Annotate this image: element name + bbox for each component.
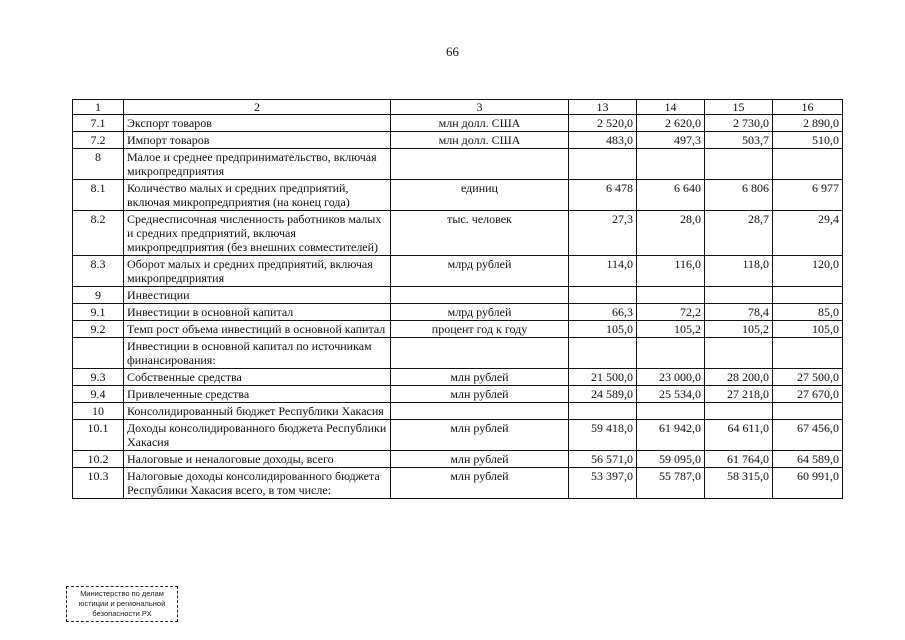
value-cell (569, 287, 637, 304)
value-cell: 6 640 (637, 180, 705, 211)
value-cell (569, 403, 637, 420)
row-number-cell: 7.2 (73, 132, 124, 149)
table-row (73, 287, 843, 304)
value-cell: 6 977 (773, 180, 843, 211)
table-row (73, 451, 843, 468)
indicator-name-cell: Доходы консолидированного бюджета Республики Хакасия (124, 420, 391, 451)
header-cell: 3 (391, 100, 569, 115)
value-cell: 64 611,0 (705, 420, 773, 451)
value-cell: 56 571,0 (569, 451, 637, 468)
value-cell: 118,0 (705, 256, 773, 287)
indicator-name-cell: Налоговые доходы консолидированного бюджета Республики Хакасия всего, в том числе: (124, 468, 391, 499)
value-cell (569, 338, 637, 369)
value-cell: 2 620,0 (637, 115, 705, 132)
value-cell: 105,2 (637, 321, 705, 338)
value-cell: 78,4 (705, 304, 773, 321)
stamp-line: безопасности РХ (92, 609, 152, 618)
table-row (73, 304, 843, 321)
unit-cell: тыс. человек (391, 211, 569, 256)
header-cell: 14 (637, 100, 705, 115)
value-cell (773, 403, 843, 420)
unit-cell: млн рублей (391, 468, 569, 499)
header-cell: 15 (705, 100, 773, 115)
value-cell: 72,2 (637, 304, 705, 321)
indicator-name-cell: Налоговые и неналоговые доходы, всего (124, 451, 391, 468)
indicator-name-cell: Инвестиции в основной капитал по источникам финансирования: (124, 338, 391, 369)
value-cell: 503,7 (705, 132, 773, 149)
page-number: 66 (446, 44, 459, 59)
table-row (73, 149, 843, 180)
table-row (73, 321, 843, 338)
value-cell: 27 500,0 (773, 369, 843, 386)
unit-cell: млн рублей (391, 451, 569, 468)
value-cell: 28 200,0 (705, 369, 773, 386)
value-cell: 60 991,0 (773, 468, 843, 499)
row-number-cell: 10.3 (73, 468, 124, 499)
table-row (73, 403, 843, 420)
indicator-name-cell: Импорт товаров (124, 132, 391, 149)
indicator-name-cell: Инвестиции в основной капитал (124, 304, 391, 321)
value-cell (637, 403, 705, 420)
value-cell (705, 149, 773, 180)
indicator-name-cell: Среднесписочная численность работников малых и средних предприятий, включая микропредприятия (без внешних совместителей) (124, 211, 391, 256)
value-cell: 67 456,0 (773, 420, 843, 451)
value-cell: 116,0 (637, 256, 705, 287)
value-cell (773, 338, 843, 369)
row-number-cell: 10 (73, 403, 124, 420)
value-cell: 85,0 (773, 304, 843, 321)
value-cell: 55 787,0 (637, 468, 705, 499)
value-cell: 21 500,0 (569, 369, 637, 386)
value-cell: 105,0 (569, 321, 637, 338)
value-cell: 2 520,0 (569, 115, 637, 132)
value-cell (705, 338, 773, 369)
indicator-name-cell: Привлеченные средства (124, 386, 391, 403)
unit-cell: млн рублей (391, 420, 569, 451)
ministry-stamp (66, 586, 178, 622)
value-cell (569, 149, 637, 180)
stamp-line: юстиции и региональной (78, 599, 166, 608)
value-cell: 6 478 (569, 180, 637, 211)
value-cell: 53 397,0 (569, 468, 637, 499)
value-cell: 61 764,0 (705, 451, 773, 468)
table-row (73, 132, 843, 149)
table-row (73, 211, 843, 256)
row-number-cell: 8 (73, 149, 124, 180)
indicator-name-cell: Консолидированный бюджет Республики Хакасия (124, 403, 391, 420)
row-number-cell: 9.2 (73, 321, 124, 338)
unit-cell: млрд рублей (391, 304, 569, 321)
value-cell: 27 218,0 (705, 386, 773, 403)
value-cell: 61 942,0 (637, 420, 705, 451)
row-number-cell: 9 (73, 287, 124, 304)
value-cell (637, 287, 705, 304)
value-cell (705, 287, 773, 304)
table-header-row (73, 100, 843, 115)
value-cell: 64 589,0 (773, 451, 843, 468)
table-row (73, 386, 843, 403)
value-cell (637, 338, 705, 369)
indicator-name-cell: Собственные средства (124, 369, 391, 386)
value-cell: 58 315,0 (705, 468, 773, 499)
table-row (73, 115, 843, 132)
unit-cell: млн рублей (391, 386, 569, 403)
value-cell: 6 806 (705, 180, 773, 211)
value-cell: 27 670,0 (773, 386, 843, 403)
value-cell: 510,0 (773, 132, 843, 149)
row-number-cell: 7.1 (73, 115, 124, 132)
unit-cell: млн долл. США (391, 115, 569, 132)
value-cell: 2 730,0 (705, 115, 773, 132)
unit-cell (391, 338, 569, 369)
stamp-line: Министерство по делам (80, 589, 164, 598)
indicator-name-cell: Малое и среднее предпринимательство, включая микропредприятия (124, 149, 391, 180)
indicator-name-cell: Инвестиции (124, 287, 391, 304)
row-number-cell: 8.2 (73, 211, 124, 256)
value-cell: 24 589,0 (569, 386, 637, 403)
value-cell: 59 095,0 (637, 451, 705, 468)
row-number-cell: 8.3 (73, 256, 124, 287)
value-cell: 66,3 (569, 304, 637, 321)
value-cell (637, 149, 705, 180)
table-row (73, 256, 843, 287)
indicator-name-cell: Экспорт товаров (124, 115, 391, 132)
value-cell: 114,0 (569, 256, 637, 287)
row-number-cell: 9.4 (73, 386, 124, 403)
value-cell: 105,2 (705, 321, 773, 338)
table-row (73, 369, 843, 386)
row-number-cell: 9.3 (73, 369, 124, 386)
data-table (72, 99, 843, 499)
value-cell (773, 287, 843, 304)
header-cell: 1 (73, 100, 124, 115)
row-number-cell (73, 338, 124, 369)
value-cell: 29,4 (773, 211, 843, 256)
value-cell: 23 000,0 (637, 369, 705, 386)
unit-cell: процент год к году (391, 321, 569, 338)
row-number-cell: 9.1 (73, 304, 124, 321)
value-cell: 2 890,0 (773, 115, 843, 132)
value-cell: 25 534,0 (637, 386, 705, 403)
table-row (73, 180, 843, 211)
unit-cell: млрд рублей (391, 256, 569, 287)
indicator-name-cell: Темп рост объема инвестиций в основной капитал (124, 321, 391, 338)
header-cell: 2 (124, 100, 391, 115)
row-number-cell: 10.1 (73, 420, 124, 451)
unit-cell (391, 287, 569, 304)
value-cell: 59 418,0 (569, 420, 637, 451)
header-cell: 16 (773, 100, 843, 115)
value-cell: 28,7 (705, 211, 773, 256)
value-cell (773, 149, 843, 180)
value-cell: 120,0 (773, 256, 843, 287)
indicator-name-cell: Оборот малых и средних предприятий, включая микропредприятия (124, 256, 391, 287)
unit-cell: млн долл. США (391, 132, 569, 149)
unit-cell: млн рублей (391, 369, 569, 386)
value-cell: 497,3 (637, 132, 705, 149)
row-number-cell: 8.1 (73, 180, 124, 211)
header-cell: 13 (569, 100, 637, 115)
unit-cell: единиц (391, 180, 569, 211)
unit-cell (391, 403, 569, 420)
value-cell: 483,0 (569, 132, 637, 149)
value-cell: 105,0 (773, 321, 843, 338)
table-row (73, 420, 843, 451)
row-number-cell: 10.2 (73, 451, 124, 468)
table-row (73, 338, 843, 369)
unit-cell (391, 149, 569, 180)
value-cell: 28,0 (637, 211, 705, 256)
value-cell: 27,3 (569, 211, 637, 256)
value-cell (705, 403, 773, 420)
table-row (73, 468, 843, 499)
indicator-name-cell: Количество малых и средних предприятий, включая микропредприятия (на конец года) (124, 180, 391, 211)
